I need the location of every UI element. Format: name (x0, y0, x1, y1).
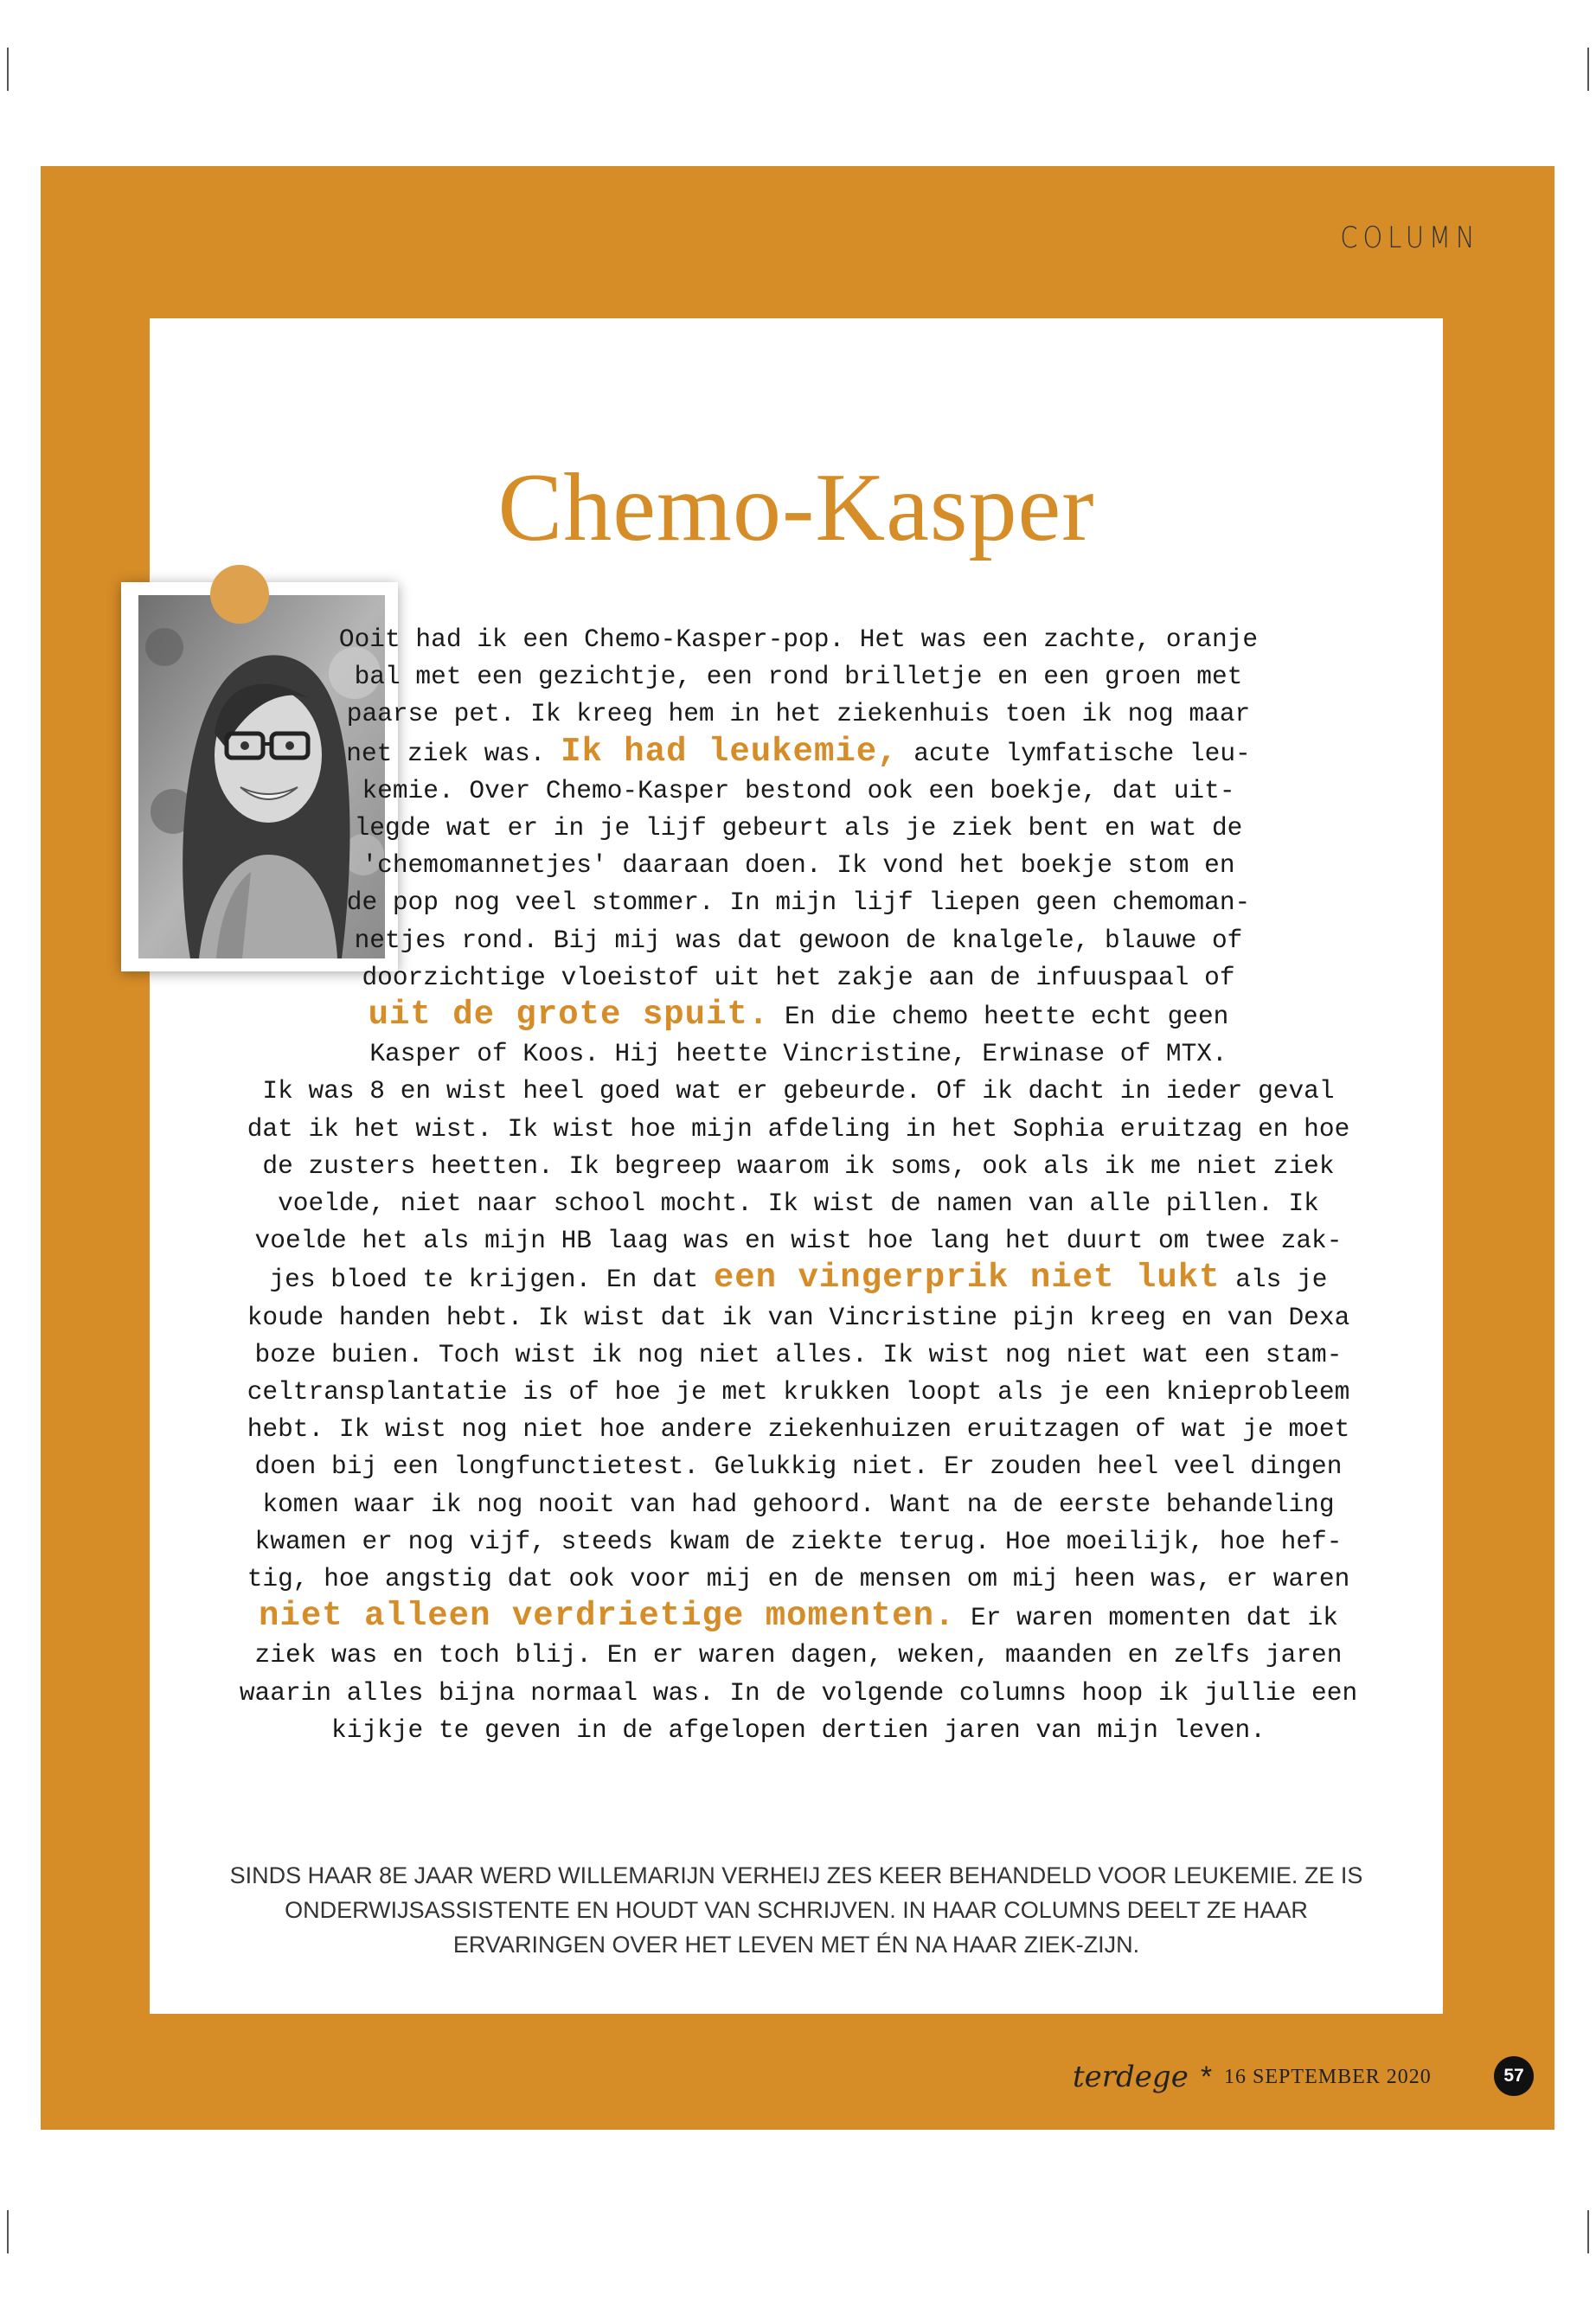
crop-mark-bottom-right (1587, 2210, 1589, 2253)
article-line (219, 997, 1378, 1035)
article-text: Ik was 8 en wist heel goed wat er gebeurde. Of ik dacht in ieder geval (262, 1076, 1335, 1106)
highlighted-phrase: niet alleen verdrietige momenten. (259, 1597, 956, 1636)
article-text: komen waar ik nog nooit van had gehoord. Want na de eerste behandeling (262, 1489, 1335, 1519)
page-number: 57 (1494, 2056, 1534, 2096)
content-panel (150, 318, 1443, 2014)
article-line (219, 658, 1378, 695)
article-text: Kasper of Koos. Hij heette Vincristine, Erwinase of MTX. (369, 1039, 1227, 1069)
article-line (219, 1035, 1378, 1073)
article-line (219, 1637, 1378, 1674)
article-text: Ooit had ik een Chemo-Kasper-pop. Het was een zachte, oranje (338, 625, 1259, 654)
article-line (219, 1336, 1378, 1374)
article-line (219, 1561, 1378, 1598)
highlighted-phrase: uit de grote spuit. (368, 996, 770, 1035)
article-line (219, 1299, 1378, 1336)
article-line (219, 734, 1378, 772)
crop-mark-top-right (1587, 48, 1589, 91)
article-text: kemie. Over Chemo-Kasper bestond ook een boekje, dat uit- (362, 775, 1235, 805)
article-line (219, 1222, 1378, 1259)
article-text: de pop nog veel stommer. In mijn lijf liepen geen chemoman- (346, 888, 1251, 918)
highlighted-phrase: een vingerprik niet lukt (713, 1259, 1221, 1298)
crop-mark-bottom-left (7, 2210, 9, 2253)
article-text: als je (1220, 1265, 1328, 1295)
article-text: doorzichtige vloeistof uit het zakje aan de infuuspaal of (362, 962, 1235, 992)
article-text: celtransplantatie is of hoe je met krukken loopt als je een knieprobleem (247, 1377, 1350, 1407)
author-bio (202, 1858, 1391, 1962)
article-line (219, 1111, 1378, 1148)
article-text: voelde het als mijn HB laag was en wist hoe lang het duurt om twee zak- (254, 1226, 1343, 1256)
separator-star-icon: * (1200, 2061, 1213, 2093)
article-line (219, 1185, 1378, 1222)
article-line (219, 1148, 1378, 1185)
magazine-brand: terdege (1073, 2060, 1189, 2094)
article-text: boze buien. Toch wist ik nog niet alles. Ik wist nog niet wat een stam- (254, 1339, 1343, 1369)
article-text: koude handen hebt. Ik wist dat ik van Vincristine pijn kreeg en van Dexa (247, 1302, 1350, 1332)
highlighted-phrase: Ik had leukemie, (561, 732, 899, 771)
article-text: de zusters heetten. Ik begreep waarom ik soms, ook als ik me niet ziek (262, 1150, 1335, 1181)
article-text: waarin alles bijna normaal was. In de volgende columns hoop ik jullie een (239, 1677, 1358, 1708)
article-text: paarse pet. Ik kreeg hem in het ziekenhuis toen ik nog maar (346, 699, 1251, 729)
article-line (219, 621, 1378, 658)
article-text: net ziek was. (346, 738, 561, 768)
page-footer (1073, 2057, 1432, 2097)
article-text: jes bloed te krijgen. En dat (269, 1265, 714, 1295)
article-body (219, 621, 1378, 1749)
article-text: hebt. Ik wist nog niet hoe andere ziekenhuizen eruitzagen of wat je moet (247, 1414, 1350, 1445)
article-line (219, 772, 1378, 810)
article-text: bal met een gezichtje, een rond brilletje en een groen met (354, 662, 1243, 692)
article-text: 'chemomannetjes' daaraan doen. Ik vond het boekje stom en (362, 850, 1235, 881)
article-line (219, 810, 1378, 847)
article-line (219, 1259, 1378, 1298)
article-text: ziek was en toch blij. En er waren dagen, weken, maanden en zelfs jaren (254, 1640, 1343, 1670)
crop-mark-top-left (7, 48, 9, 91)
issue-date: 16 SEPTEMBER 2020 (1224, 2065, 1432, 2088)
article-line (219, 847, 1378, 884)
article-line (219, 1523, 1378, 1561)
article-line (219, 922, 1378, 959)
pushpin-dot-icon (210, 565, 269, 624)
article-line (219, 1448, 1378, 1485)
article-line (219, 695, 1378, 733)
author-bio-line: SINDS HAAR 8E JAAR WERD WILLEMARIJN VERHEIJ ZES KEER BEHANDELD VOOR LEUKEMIE. ZE IS (229, 1862, 1363, 1888)
section-label: COLUMN (1340, 221, 1479, 255)
article-text: Er waren momenten dat ik (955, 1603, 1338, 1633)
article-line (219, 1073, 1378, 1110)
article-text: En die chemo heette echt geen (769, 1002, 1229, 1032)
article-title: Chemo-Kasper (497, 454, 1095, 561)
article-text: netjes rond. Bij mij was dat gewoon de knalgele, blauwe of (354, 925, 1243, 955)
article-line (219, 1675, 1378, 1712)
article-text: legde wat er in je lijf gebeurt als je ziek bent en wat de (354, 813, 1243, 843)
article-line (219, 1712, 1378, 1749)
article-text: tig, hoe angstig dat ook voor mij en de mensen om mij heen was, er waren (247, 1564, 1350, 1594)
author-bio-line: ERVARINGEN OVER HET LEVEN MET ÉN NA HAAR ZIEK-ZIJN. (452, 1932, 1140, 1958)
article-line (219, 1486, 1378, 1523)
article-text: kijkje te geven in de afgelopen dertien jaren van mijn leven. (331, 1715, 1266, 1745)
article-line (219, 1598, 1378, 1637)
author-bio-line: ONDERWIJSASSISTENTE EN HOUDT VAN SCHRIJVEN. IN HAAR COLUMNS DEELT ZE HAAR (285, 1897, 1308, 1923)
article-line (219, 1411, 1378, 1448)
article-line (219, 884, 1378, 921)
article-text: acute lymfatische leu- (898, 738, 1251, 768)
article-text: dat ik het wist. Ik wist hoe mijn afdeling in het Sophia eruitzag en hoe (247, 1113, 1350, 1144)
article-line (219, 1374, 1378, 1411)
article-text: kwamen er nog vijf, steeds kwam de ziekte terug. Hoe moeilijk, hoe hef- (254, 1526, 1343, 1556)
article-text: voelde, niet naar school mocht. Ik wist de namen van alle pillen. Ik (278, 1189, 1319, 1219)
article-line (219, 959, 1378, 997)
article-text: doen bij een longfunctietest. Gelukkig niet. Er zouden heel veel dingen (254, 1452, 1343, 1482)
